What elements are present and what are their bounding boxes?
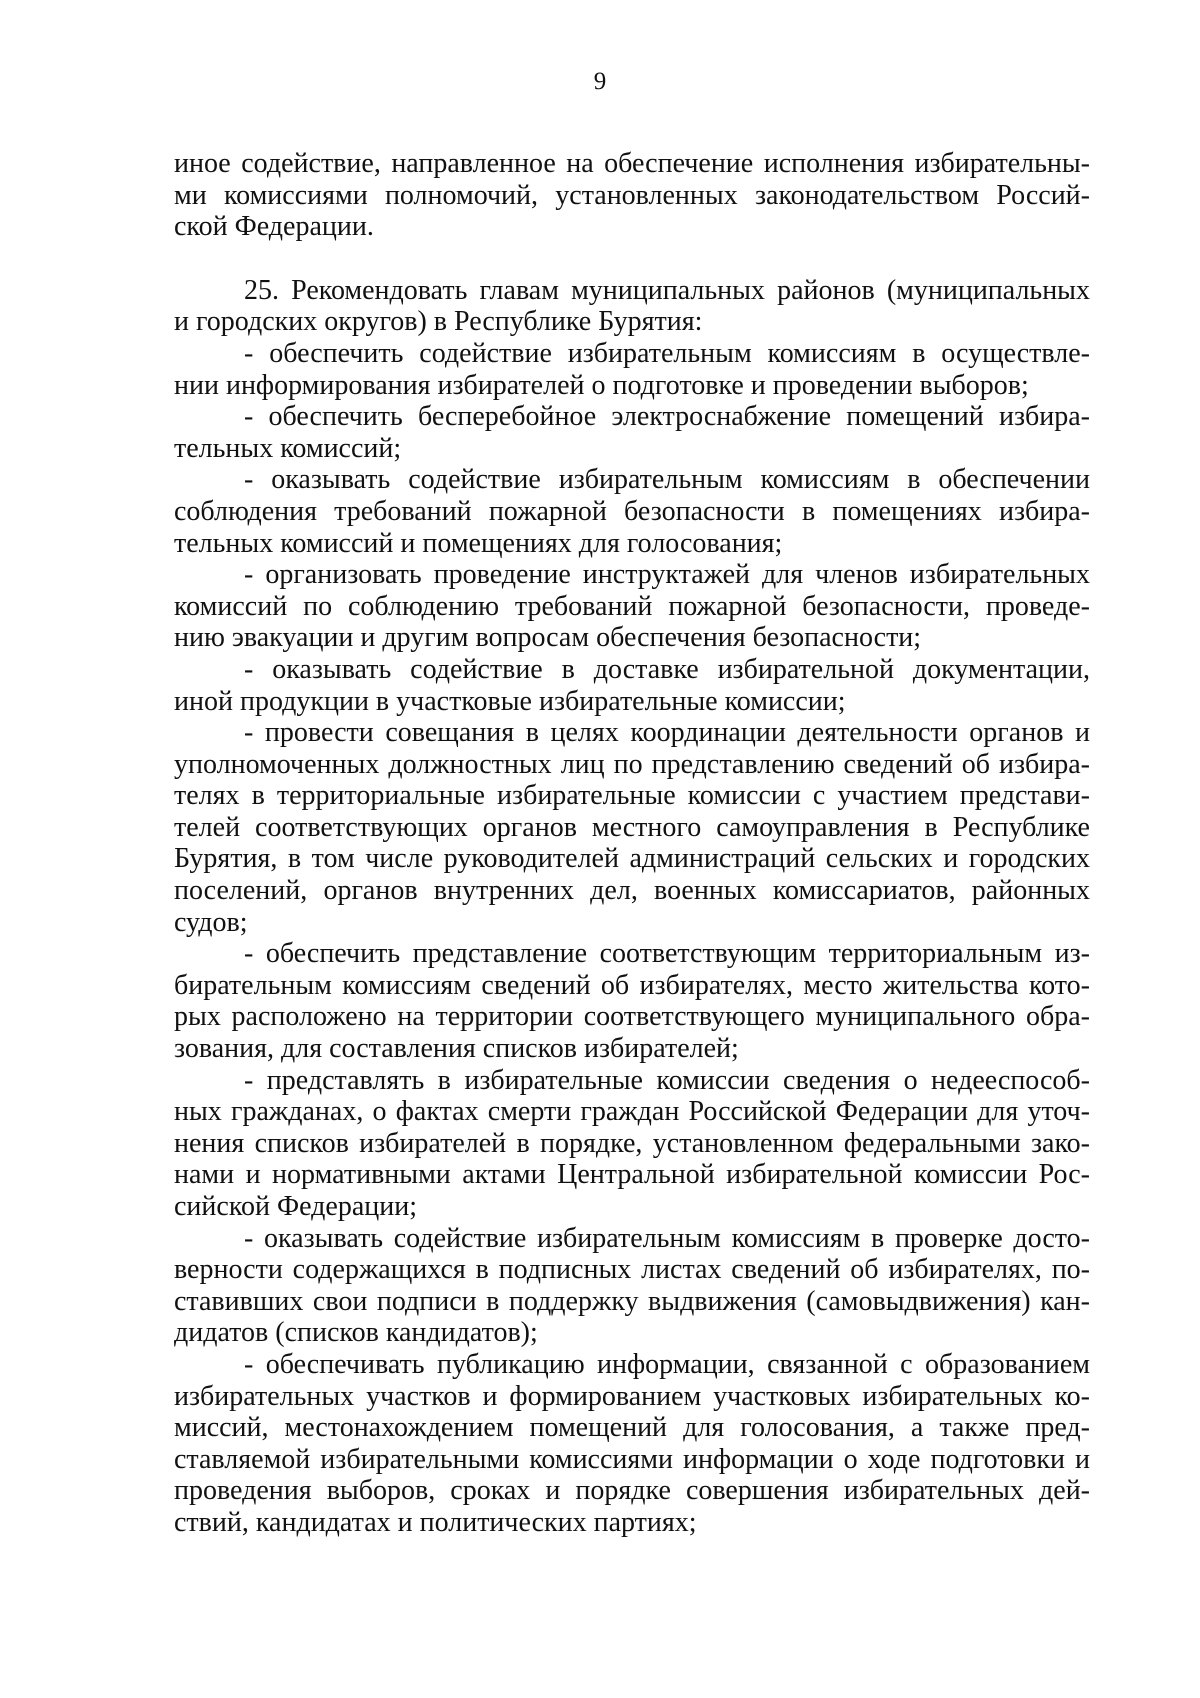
- text-line: избирательных участков и формированием участковых избирательных ко-: [174, 1380, 1090, 1412]
- text-line: ставляемой избирательными комиссиями информации о ходе подготовки и: [174, 1443, 1090, 1475]
- text-line: верности содержащихся в подписных листах сведений об избирателях, по-: [174, 1254, 1090, 1286]
- text-line: иной продукции в участковые избирательные комиссии;: [174, 685, 846, 717]
- list-item: [174, 559, 1090, 654]
- text-line: рых расположено на территории соответствующего муниципального обра-: [174, 1001, 1090, 1033]
- text-line: Бурятия, в том числе руководителей администраций сельских и городских: [174, 843, 1090, 875]
- list-item: [174, 1223, 1090, 1349]
- text-line: ставивших свои подписи в поддержку выдвижения (самовыдвижения) кан-: [174, 1285, 1090, 1317]
- page-number: 9: [593, 68, 607, 95]
- list-item: [174, 338, 1090, 401]
- list-item: [174, 464, 1090, 559]
- list-item: [174, 1065, 1090, 1223]
- text-line: бирательным комиссиям сведений об избирателях, место жительства кото-: [174, 969, 1090, 1001]
- document-body: [174, 148, 1090, 1539]
- text-line: и городских округов) в Республике Бурятия:: [174, 306, 703, 338]
- text-line: - провести совещания в целях координации деятельности органов и: [244, 717, 1090, 749]
- text-line: судов;: [174, 906, 248, 938]
- text-line: уполномоченных должностных лиц по представлению сведений об избира-: [174, 748, 1090, 780]
- text-line: - оказывать содействие в доставке избирательной документации,: [244, 653, 1090, 685]
- text-line: телях в территориальные избирательные комиссии с участием представи-: [174, 780, 1090, 812]
- text-line: - представлять в избирательные комиссии сведения о недееспособ-: [244, 1064, 1090, 1096]
- text-line: тельных комиссий;: [174, 432, 402, 464]
- text-line: нию эвакуации и другим вопросам обеспечения безопасности;: [174, 622, 922, 654]
- text-line: проведения выборов, сроках и порядке совершения избирательных дей-: [174, 1475, 1090, 1507]
- paragraph-continuation: [174, 148, 1090, 243]
- list-item: [174, 654, 1090, 717]
- text-line: тельных комиссий и помещениях для голосования;: [174, 527, 783, 559]
- list-item: [174, 401, 1090, 464]
- text-line: нения списков избирателей в порядке, установленном федеральными зако-: [174, 1127, 1090, 1159]
- text-line: зования, для составления списков избирателей;: [174, 1033, 739, 1065]
- text-line: телей соответствующих органов местного самоуправления в Республике: [174, 811, 1090, 843]
- text-line: соблюдения требований пожарной безопасности в помещениях избира-: [174, 495, 1090, 527]
- paragraph-spacer: [174, 243, 1090, 275]
- text-line: - обеспечивать публикацию информации, связанной с образованием: [244, 1348, 1090, 1380]
- paragraph-item-25: [174, 275, 1090, 338]
- text-line: ми комиссиями полномочий, установленных законодательством Россий-: [174, 179, 1090, 211]
- text-line: иное содействие, направленное на обеспечение исполнения избирательны-: [174, 148, 1090, 179]
- text-line: - обеспечить бесперебойное электроснабжение помещений избира-: [244, 401, 1090, 433]
- list-item: [174, 938, 1090, 1064]
- text-line: поселений, органов внутренних дел, военных комиссариатов, районных: [174, 875, 1090, 907]
- text-line: ской Федерации.: [174, 211, 374, 243]
- text-line: - обеспечить представление соответствующим территориальным из-: [244, 938, 1090, 970]
- text-line: - оказывать содействие избирательным комиссиям в обеспечении: [244, 464, 1090, 496]
- text-line: миссий, местонахождением помещений для голосования, а также пред-: [174, 1412, 1090, 1444]
- text-line: - организовать проведение инструктажей для членов избирательных: [244, 559, 1090, 591]
- text-line: дидатов (списков кандидатов);: [174, 1317, 538, 1349]
- text-line: 25. Рекомендовать главам муниципальных районов (муниципальных: [244, 274, 1090, 306]
- text-line: сийской Федерации;: [174, 1191, 418, 1222]
- text-line: ных гражданах, о фактах смерти граждан Российской Федерации для уточ-: [174, 1096, 1090, 1128]
- list-item: [174, 1349, 1090, 1539]
- text-line: нами и нормативными актами Центральной избирательной комиссии Рос-: [174, 1159, 1090, 1191]
- text-line: нии информирования избирателей о подготовке и проведении выборов;: [174, 369, 1029, 401]
- text-line: комиссий по соблюдению требований пожарной безопасности, проведе-: [174, 590, 1090, 622]
- text-line: - оказывать содействие избирательным комиссиям в проверке досто-: [244, 1222, 1090, 1254]
- text-line: ствий, кандидатах и политических партиях;: [174, 1506, 697, 1538]
- list-item: [174, 717, 1090, 938]
- text-line: - обеспечить содействие избирательным комиссиям в осуществле-: [244, 337, 1090, 369]
